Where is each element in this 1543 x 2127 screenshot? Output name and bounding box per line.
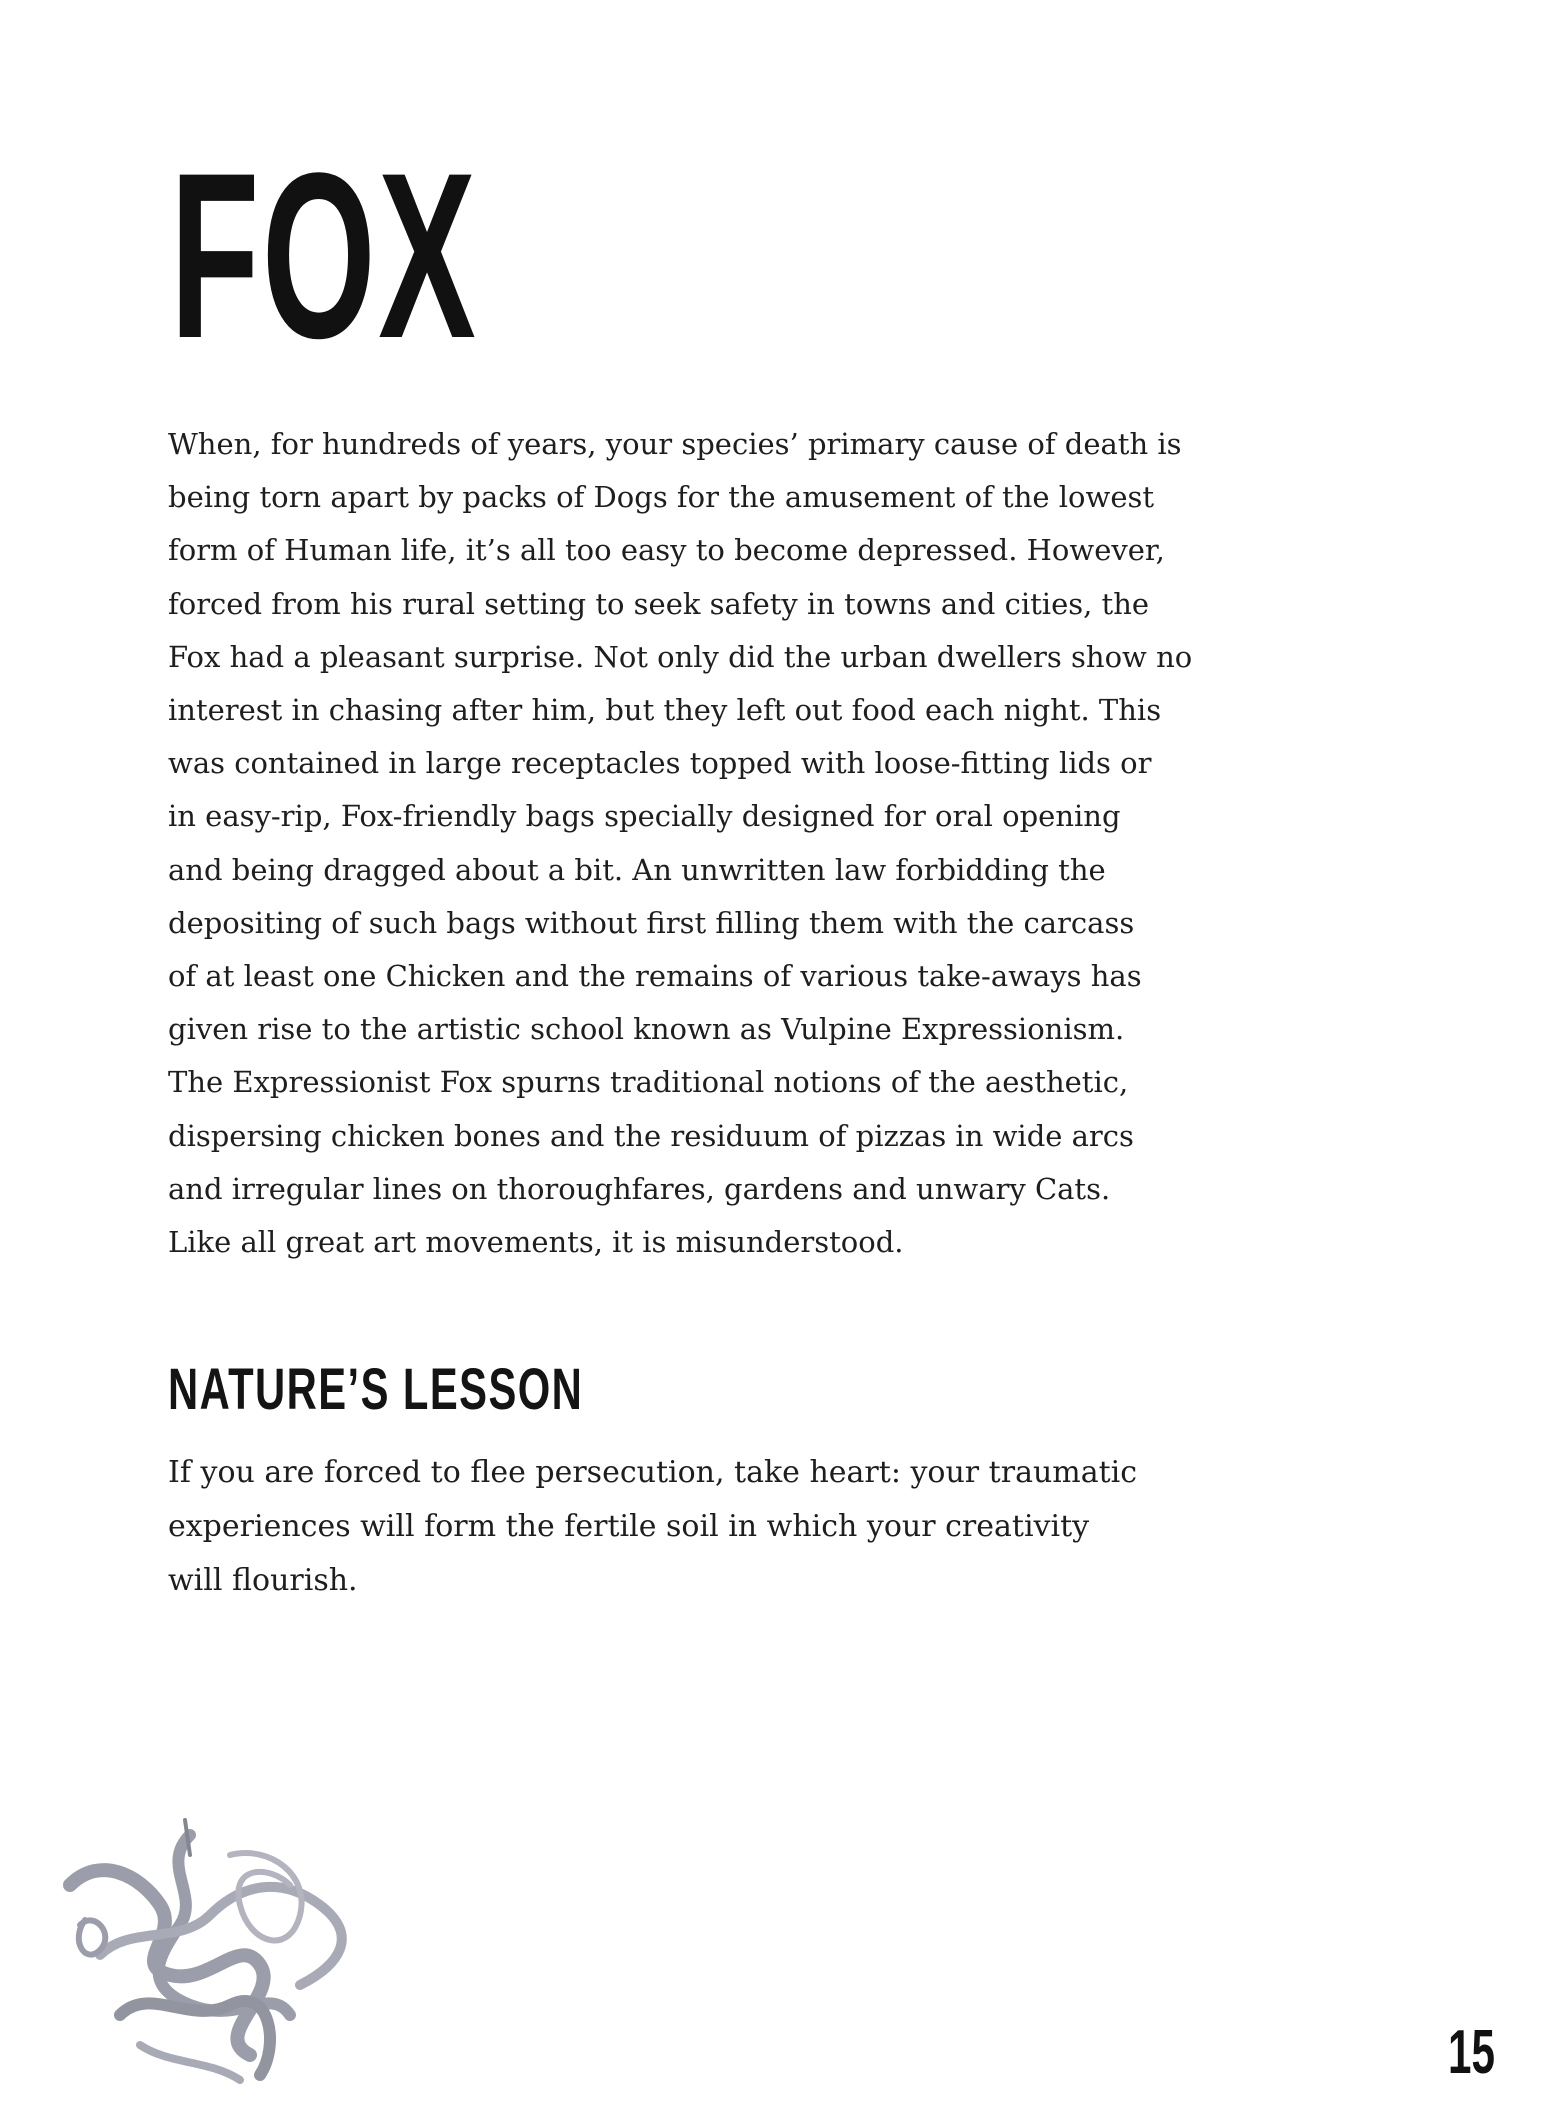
body-line: Like all great art movements, it is misunderstood. [168, 1225, 904, 1260]
lesson-line: experiences will form the fertile soil in which your creativity [168, 1509, 1090, 1544]
lesson-line: If you are forced to flee persecution, take heart: your traumatic [168, 1455, 1138, 1490]
body-line: being torn apart by packs of Dogs for the amusement of the lowest [168, 480, 1155, 515]
body-line: Fox had a pleasant surprise. Not only did the urban dwellers show no [168, 639, 1193, 674]
page-number: 15 [1448, 2018, 1495, 2087]
body-line: and being dragged about a bit. An unwritten law forbidding the [168, 852, 1106, 887]
body-line: The Expressionist Fox spurns traditional notions of the aesthetic, [168, 1065, 1129, 1100]
page-title: FOX [170, 124, 479, 388]
body-line: was contained in large receptacles topped with loose-fitting lids or [168, 746, 1152, 781]
body-line: interest in chasing after him, but they left out food each night. This [168, 693, 1162, 728]
scribble-illustration [40, 1815, 380, 2095]
body-line: and irregular lines on thoroughfares, gardens and unwary Cats. [168, 1171, 1111, 1206]
body-paragraph [168, 418, 1298, 1269]
body-line: dispersing chicken bones and the residuum of pizzas in wide arcs [168, 1118, 1134, 1153]
body-line: form of Human life, it’s all too easy to become depressed. However, [168, 533, 1165, 568]
body-line: given rise to the artistic school known as Vulpine Expressionism. [168, 1012, 1125, 1047]
body-line: depositing of such bags without first filling them with the carcass [168, 905, 1135, 940]
body-line: of at least one Chicken and the remains of various take-aways has [168, 959, 1142, 994]
section-heading: NATURE’S LESSON [168, 1357, 584, 1422]
body-line: in easy-rip, Fox-friendly bags specially designed for oral opening [168, 799, 1121, 834]
lesson-paragraph [168, 1446, 1298, 1608]
lesson-line: will flourish. [168, 1563, 358, 1598]
body-line: forced from his rural setting to seek safety in towns and cities, the [168, 586, 1150, 621]
body-line: When, for hundreds of years, your species’ primary cause of death is [168, 427, 1182, 461]
